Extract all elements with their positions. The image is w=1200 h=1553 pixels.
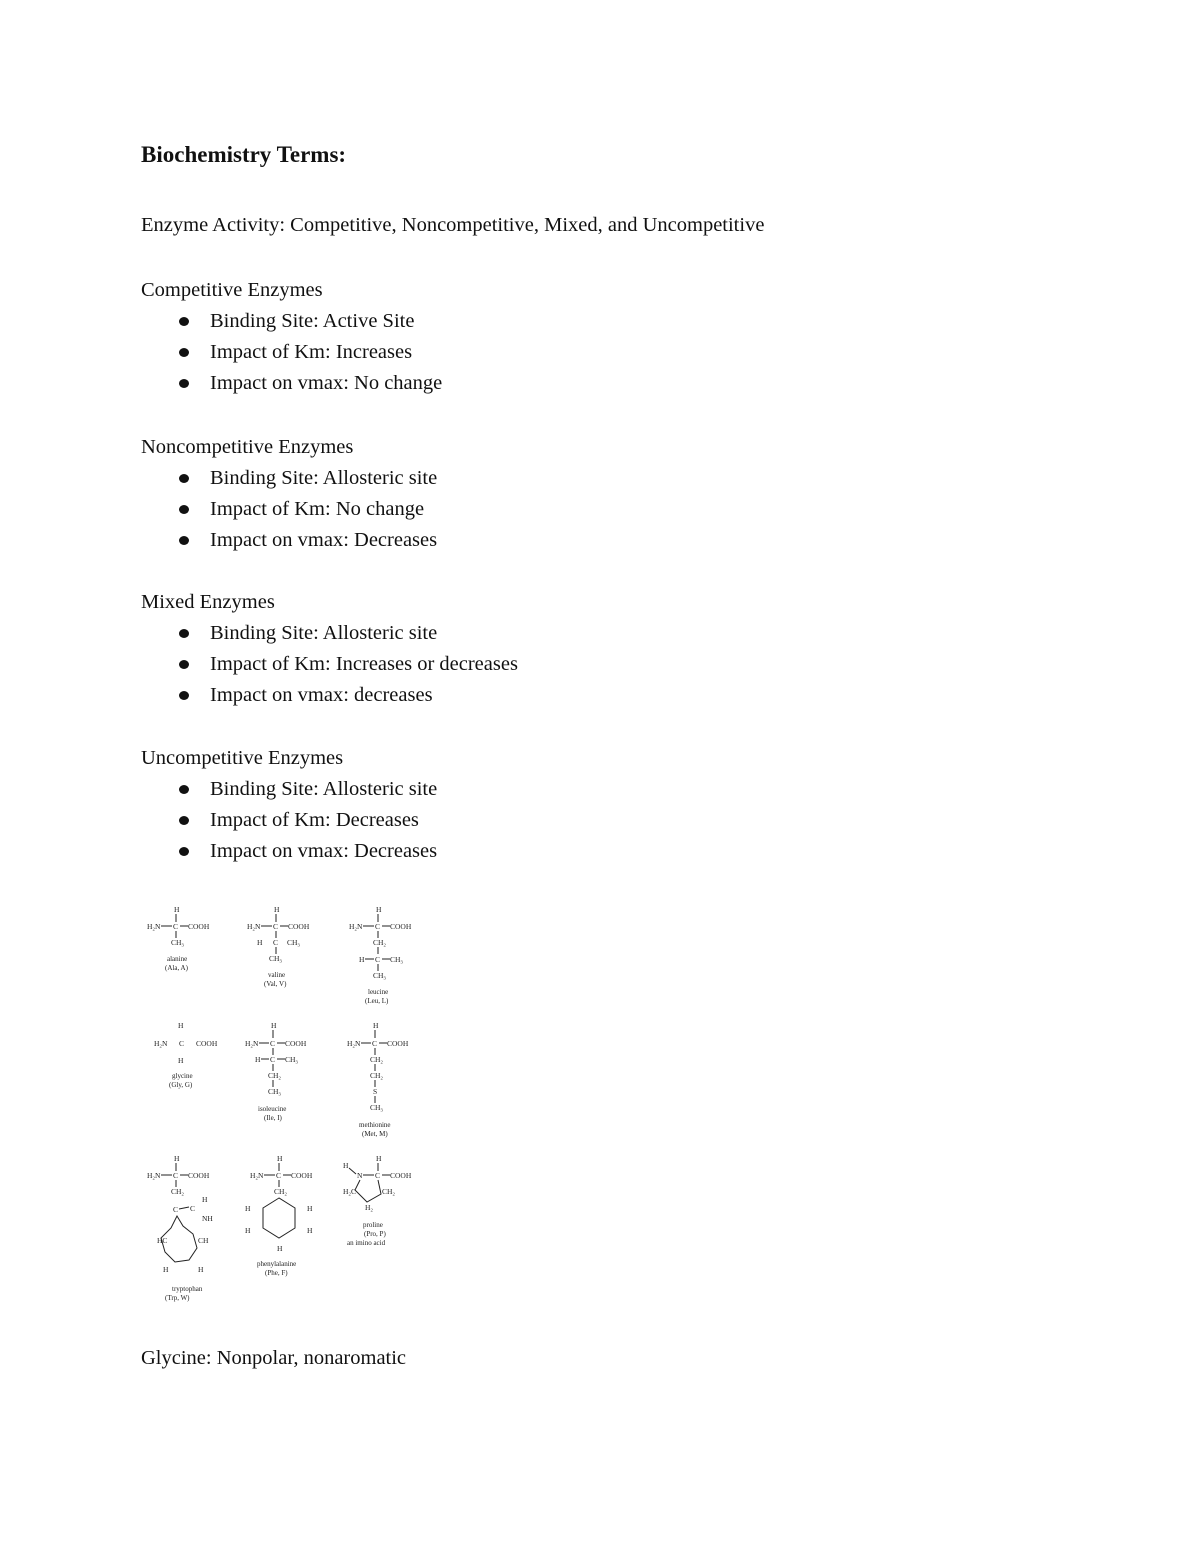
list-item	[141, 649, 841, 680]
list-item	[141, 368, 841, 399]
svg-text:H: H	[307, 1226, 313, 1235]
svg-text:H: H	[174, 905, 180, 914]
list-item	[141, 618, 841, 649]
svg-text:H₂N: H₂N	[247, 922, 261, 931]
structure-name: phenylalanine	[257, 1260, 297, 1268]
list-item-text: Impact of Km: Increases	[210, 341, 413, 363]
svg-text:H: H	[257, 938, 263, 947]
svg-text:COOH: COOH	[291, 1171, 313, 1180]
section-competitive	[141, 275, 841, 399]
svg-text:CH₃: CH₃	[373, 971, 387, 980]
structure-abbr: (Trp, W)	[165, 1294, 190, 1302]
svg-text:H: H	[198, 1265, 204, 1274]
svg-text:H: H	[174, 1154, 180, 1163]
list-item	[141, 463, 841, 494]
svg-text:C: C	[276, 1171, 282, 1180]
list-item-text: Binding Site: Active Site	[210, 310, 415, 332]
list-item	[141, 525, 841, 556]
list-item-text: Impact on vmax: Decreases	[210, 840, 438, 862]
svg-text:H₂N: H₂N	[347, 1039, 361, 1048]
list-item	[141, 805, 841, 836]
svg-text:H: H	[271, 1021, 277, 1030]
bullet-icon	[179, 317, 189, 326]
svg-text:C: C	[173, 922, 179, 931]
list-item-text: Binding Site: Allosteric site	[210, 778, 438, 800]
svg-text:CH₃: CH₃	[269, 954, 283, 963]
svg-text:H: H	[163, 1265, 169, 1274]
leucine-structure	[349, 905, 412, 1005]
bullet-list	[141, 306, 841, 399]
bullet-icon	[179, 816, 189, 825]
svg-text:C: C	[173, 1205, 179, 1214]
structure-abbr: (Leu, L)	[365, 997, 389, 1005]
svg-text:C: C	[270, 1039, 276, 1048]
svg-text:H: H	[307, 1204, 313, 1213]
structure-note: an imino acid	[347, 1239, 386, 1247]
svg-text:C: C	[270, 1055, 276, 1064]
valine-structure	[247, 905, 310, 988]
list-item-text: Binding Site: Allosteric site	[210, 467, 438, 489]
svg-text:H: H	[202, 1195, 208, 1204]
svg-text:S: S	[373, 1087, 378, 1096]
structure-abbr: (Val, V)	[264, 980, 287, 988]
list-item-text: Impact of Km: Increases or decreases	[210, 653, 518, 675]
list-item	[141, 306, 841, 337]
svg-text:COOH: COOH	[387, 1039, 409, 1048]
bullet-icon	[179, 536, 189, 545]
svg-text:CH₃: CH₃	[390, 955, 404, 964]
structure-name: glycine	[172, 1072, 193, 1080]
list-item-text: Impact on vmax: decreases	[210, 684, 433, 706]
bullet-icon	[179, 505, 189, 514]
svg-text:CH₃: CH₃	[171, 938, 185, 947]
svg-text:COOH: COOH	[188, 1171, 210, 1180]
list-item-text: Impact on vmax: Decreases	[210, 529, 438, 551]
list-item	[141, 774, 841, 805]
svg-text:C: C	[375, 955, 381, 964]
list-item-text: Impact on vmax: No change	[210, 372, 443, 394]
list-item	[141, 494, 841, 525]
bullet-icon	[179, 847, 189, 856]
svg-text:H: H	[178, 1056, 184, 1065]
list-item-text: Impact of Km: Decreases	[210, 809, 419, 831]
structure-abbr: (Pro, P)	[364, 1230, 386, 1238]
bullet-list	[141, 618, 841, 711]
svg-text:H₂N: H₂N	[147, 922, 161, 931]
svg-text:CH₂: CH₂	[274, 1187, 288, 1196]
bullet-icon	[179, 785, 189, 794]
svg-text:COOH: COOH	[188, 922, 210, 931]
svg-text:CH₃: CH₃	[287, 938, 301, 947]
bullet-icon	[179, 691, 189, 700]
section-mixed	[141, 587, 841, 711]
section-heading: Uncompetitive Enzymes	[141, 747, 344, 769]
svg-text:CH₂: CH₂	[373, 938, 387, 947]
svg-text:C: C	[372, 1039, 378, 1048]
bullet-icon	[179, 629, 189, 638]
list-item-text: Impact of Km: No change	[210, 498, 425, 520]
svg-text:CH₂: CH₂	[171, 1187, 185, 1196]
svg-text:N: N	[357, 1171, 363, 1180]
svg-text:H₂N: H₂N	[349, 922, 363, 931]
svg-text:CH₂: CH₂	[370, 1055, 384, 1064]
svg-text:H: H	[274, 905, 280, 914]
structure-abbr: (Ile, I)	[264, 1114, 282, 1122]
svg-text:CH₂: CH₂	[382, 1187, 396, 1196]
svg-text:CH₂: CH₂	[268, 1071, 282, 1080]
list-item	[141, 337, 841, 368]
list-item	[141, 836, 841, 867]
svg-text:H: H	[245, 1204, 251, 1213]
bullet-icon	[179, 474, 189, 483]
structure-abbr: (Phe, F)	[265, 1269, 288, 1277]
glycine-note: Glycine: Nonpolar, nonaromatic	[141, 1347, 407, 1369]
structure-name: methionine	[359, 1121, 391, 1129]
amino-acid-structures-figure	[141, 900, 431, 1308]
bullet-icon	[179, 348, 189, 357]
section-uncompetitive	[141, 743, 841, 867]
bullet-list	[141, 774, 841, 867]
svg-text:COOH: COOH	[196, 1039, 218, 1048]
list-item-text: Binding Site: Allosteric site	[210, 622, 438, 644]
svg-text:H₂: H₂	[365, 1203, 374, 1212]
intro-line: Enzyme Activity: Competitive, Noncompetitive, Mixed, and Uncompetitive	[141, 214, 765, 236]
proline-structure	[343, 1154, 412, 1247]
isoleucine-structure	[245, 1021, 307, 1122]
bullet-list	[141, 463, 841, 556]
svg-text:C: C	[375, 1171, 381, 1180]
svg-text:H: H	[178, 1021, 184, 1030]
svg-text:H: H	[359, 955, 365, 964]
svg-text:H₂N: H₂N	[245, 1039, 259, 1048]
svg-text:H₂C: H₂C	[343, 1187, 357, 1196]
svg-text:H: H	[277, 1244, 283, 1253]
page-title: Biochemistry Terms:	[141, 142, 347, 167]
svg-text:COOH: COOH	[390, 1171, 412, 1180]
svg-text:H₂N: H₂N	[154, 1039, 168, 1048]
tryptophan-structure	[147, 1154, 213, 1302]
svg-text:C: C	[273, 922, 279, 931]
structure-name: leucine	[368, 988, 389, 996]
svg-text:H: H	[277, 1154, 283, 1163]
svg-text:H: H	[245, 1226, 251, 1235]
phenylalanine-structure	[245, 1154, 313, 1277]
svg-text:H: H	[376, 905, 382, 914]
svg-text:H₂N: H₂N	[250, 1171, 264, 1180]
structure-name: tryptophan	[172, 1285, 203, 1293]
bullet-icon	[179, 660, 189, 669]
svg-text:COOH: COOH	[288, 922, 310, 931]
alanine-structure	[147, 905, 210, 972]
svg-text:COOH: COOH	[285, 1039, 307, 1048]
structure-abbr: (Gly, G)	[169, 1081, 193, 1089]
svg-text:H: H	[376, 1154, 382, 1163]
section-noncompetitive	[141, 432, 841, 556]
svg-text:CH₃: CH₃	[268, 1087, 282, 1096]
section-heading: Mixed Enzymes	[141, 591, 275, 613]
svg-text:CH₃: CH₃	[285, 1055, 299, 1064]
section-heading: Noncompetitive Enzymes	[141, 436, 354, 458]
svg-text:H: H	[343, 1161, 349, 1170]
svg-text:HC: HC	[157, 1236, 168, 1245]
svg-text:H: H	[255, 1055, 261, 1064]
svg-text:CH₂: CH₂	[370, 1071, 384, 1080]
structure-name: valine	[268, 971, 286, 979]
svg-text:C: C	[173, 1171, 179, 1180]
bullet-icon	[179, 379, 189, 388]
list-item	[141, 680, 841, 711]
svg-text:COOH: COOH	[390, 922, 412, 931]
glycine-structure	[154, 1021, 218, 1089]
structure-name: proline	[363, 1221, 383, 1229]
svg-text:CH₃: CH₃	[370, 1103, 384, 1112]
structure-name: alanine	[167, 955, 188, 963]
svg-text:H: H	[373, 1021, 379, 1030]
svg-text:CH: CH	[198, 1236, 209, 1245]
structure-name: isoleucine	[258, 1105, 287, 1113]
structure-abbr: (Ala, A)	[165, 964, 188, 972]
section-heading: Competitive Enzymes	[141, 279, 323, 301]
svg-text:H₂N: H₂N	[147, 1171, 161, 1180]
structure-abbr: (Met, M)	[362, 1130, 388, 1138]
svg-text:C: C	[190, 1204, 196, 1213]
svg-text:C: C	[179, 1039, 185, 1048]
methionine-structure	[347, 1021, 409, 1138]
svg-text:NH: NH	[202, 1214, 213, 1223]
svg-text:C: C	[375, 922, 381, 931]
svg-text:C: C	[273, 938, 279, 947]
